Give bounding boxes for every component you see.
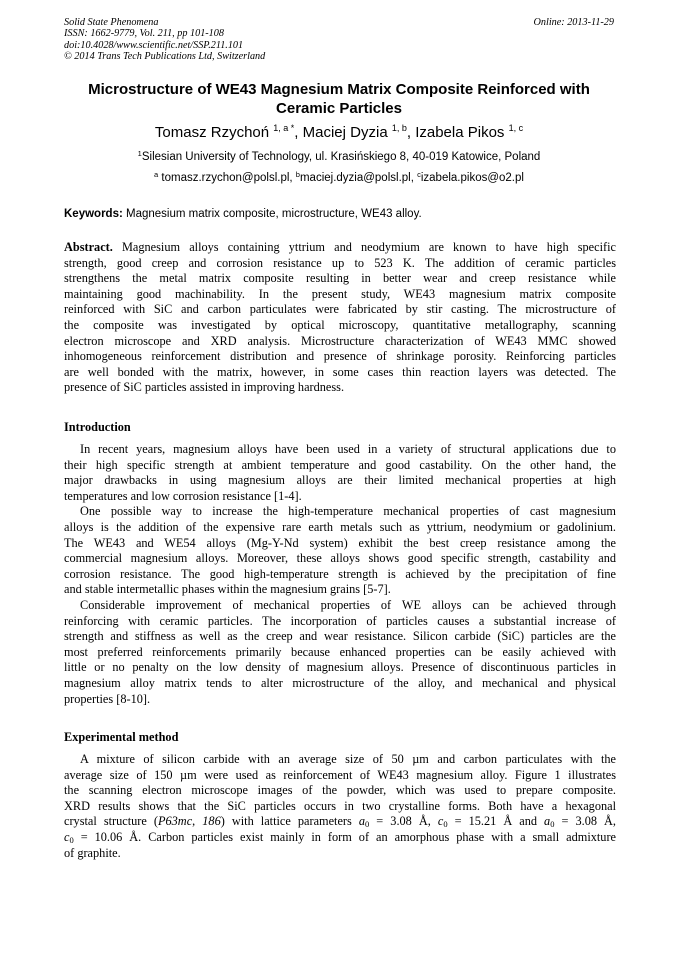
affiliation: $^1$Silesian University of Technology, ul. Krasińskiego 8, 40-019 Katowice, Poland: [137, 149, 541, 163]
journal-doi: doi:10.4028/www.scientific.net/SSP.211.101: [64, 39, 244, 51]
keywords: Keywords: Magnesium matrix composite, microstructure, WE43 alloy.: [64, 208, 422, 220]
experimental-heading: Experimental method: [64, 730, 179, 744]
author-2: Maciej Dyzia: [302, 124, 388, 141]
journal-issn: ISSN: 1662-9779, Vol. 211, pp 101-108: [64, 28, 224, 40]
experimental-body: A mixture of silicon carbide with an average size of 50 µm and carbon particulates with the average size of 150 µm were used as reinforcement of WE43 magnesium alloy. Figure 1 illustrates the scanning electron microscope images of the powder, which was used to prepare composite. XRD results shows that the SiC particles occurs in two crystalline forms. Both have a hexagonal crystal structure (P63mc, 186) with lattice parameters $a_0 = 3.08$ Å, $c_0 = 15.21$ Å and $a_0 = 3.08$ Å, $c_0 = 10.06$ Å. Carbon particles exist mainly in form of an amorphous phase with a small admixture of graphite.: [64, 752, 616, 860]
abstract-label: Abstract.: [64, 240, 113, 254]
author-emails: $^a$ tomasz.rzychon@polsl.pl, $^b$maciej.dyzia@polsl.pl, $^c$izabela.pikos@o2.pl: [154, 170, 524, 184]
email-link-1[interactable]: tomasz.rzychon@polsl.pl,: [158, 172, 296, 184]
paper-title: Microstructure of WE43 Magnesium Matrix Composite Reinforced with Ceramic Particles: [88, 81, 590, 117]
abstract: Abstract. Magnesium alloys containing yttrium and neodymium are known to have high specific strength, good creep and corrosion resistance up to 523 K. The addition of ceramic particles strengthens the metal matrix composite resulting in better wear and creep resistance while maintaining good machinability. In the present study, WE43 magnesium matrix composite reinforced with SiC and carbon particulates were fabricated by stir casting. The microstructure of the composite was investigated by optical microscopy, quantitative metallography, scanning electron microscope and XRD analysis. Microstructure characterization of WE43 MMC showed inhomogeneous reinforcement distribution and presence of shrinkage porosity. Reinforcing particles are well bonded with the matrix, however, in some cases thin reaction layers was detected. The presence of SiC particles assisted in improving hardness.: [64, 240, 616, 395]
author-3: Izabela Pikos: [415, 124, 505, 141]
journal-header: [64, 17, 265, 63]
introduction-body: In recent years, magnesium alloys have been used in a variety of structural applications due to their high specific strength at ambient temperature and good castability. On the other hand, the major drawbacks in using magnesium alloys are their limited mechanical properties at high temperatures and low corrosion resistance [1-4]. One possible way to increase the high-temperature mechanical properties of cast magnesium alloys is the addition of the expensive rare earth metals such as yttrium, neodymium or gadolinium. The WE43 and WE54 alloys (Mg-Y-Nd system) exhibit the best creep resistance among the commercial magnesium alloys. Moreover, these alloys shows good specific strength, castability and corrosion resistance. The good high-temperature strength is achieved by the precipitation of fine and stable intermetallic phases within the magnesium grains [5-7]. Considerable improvement of mechanical properties of WE alloys can be achieved through reinforcing with ceramic particles. The incorporation of particles causes a substantial increase of strength and stiffness as well as the creep and wear resistance. Silicon carbide (SiC) particles are the most preferred reinforcements primarily because enhanced properties can be easily achieved with little or no penalty on the low density of magnesium alloys. Presence of discontinuous particles in magnesium alloy matrix tends to alter microstructure of the alloy, and mechanical and physical properties [8-10].: [64, 442, 616, 706]
introduction-heading: Introduction: [64, 420, 131, 434]
online-date: Online: 2013-11-29: [533, 17, 614, 28]
keywords-label: Keywords:: [64, 208, 123, 220]
journal-copyright: © 2014 Trans Tech Publications Ltd, Switzerland: [64, 51, 266, 63]
author-list: Tomasz Rzychoń $^{1, a *}$, Maciej Dyzia $^{1, b}$, Izabela Pikos $^{1, c}$: [154, 123, 524, 141]
author-1: Tomasz Rzychoń: [154, 124, 270, 141]
email-link-3[interactable]: izabela.pikos@o2.pl: [420, 172, 524, 184]
email-link-2[interactable]: maciej.dyzia@polsl.pl,: [299, 172, 418, 184]
journal-name: Solid State Phenomena: [64, 17, 159, 28]
